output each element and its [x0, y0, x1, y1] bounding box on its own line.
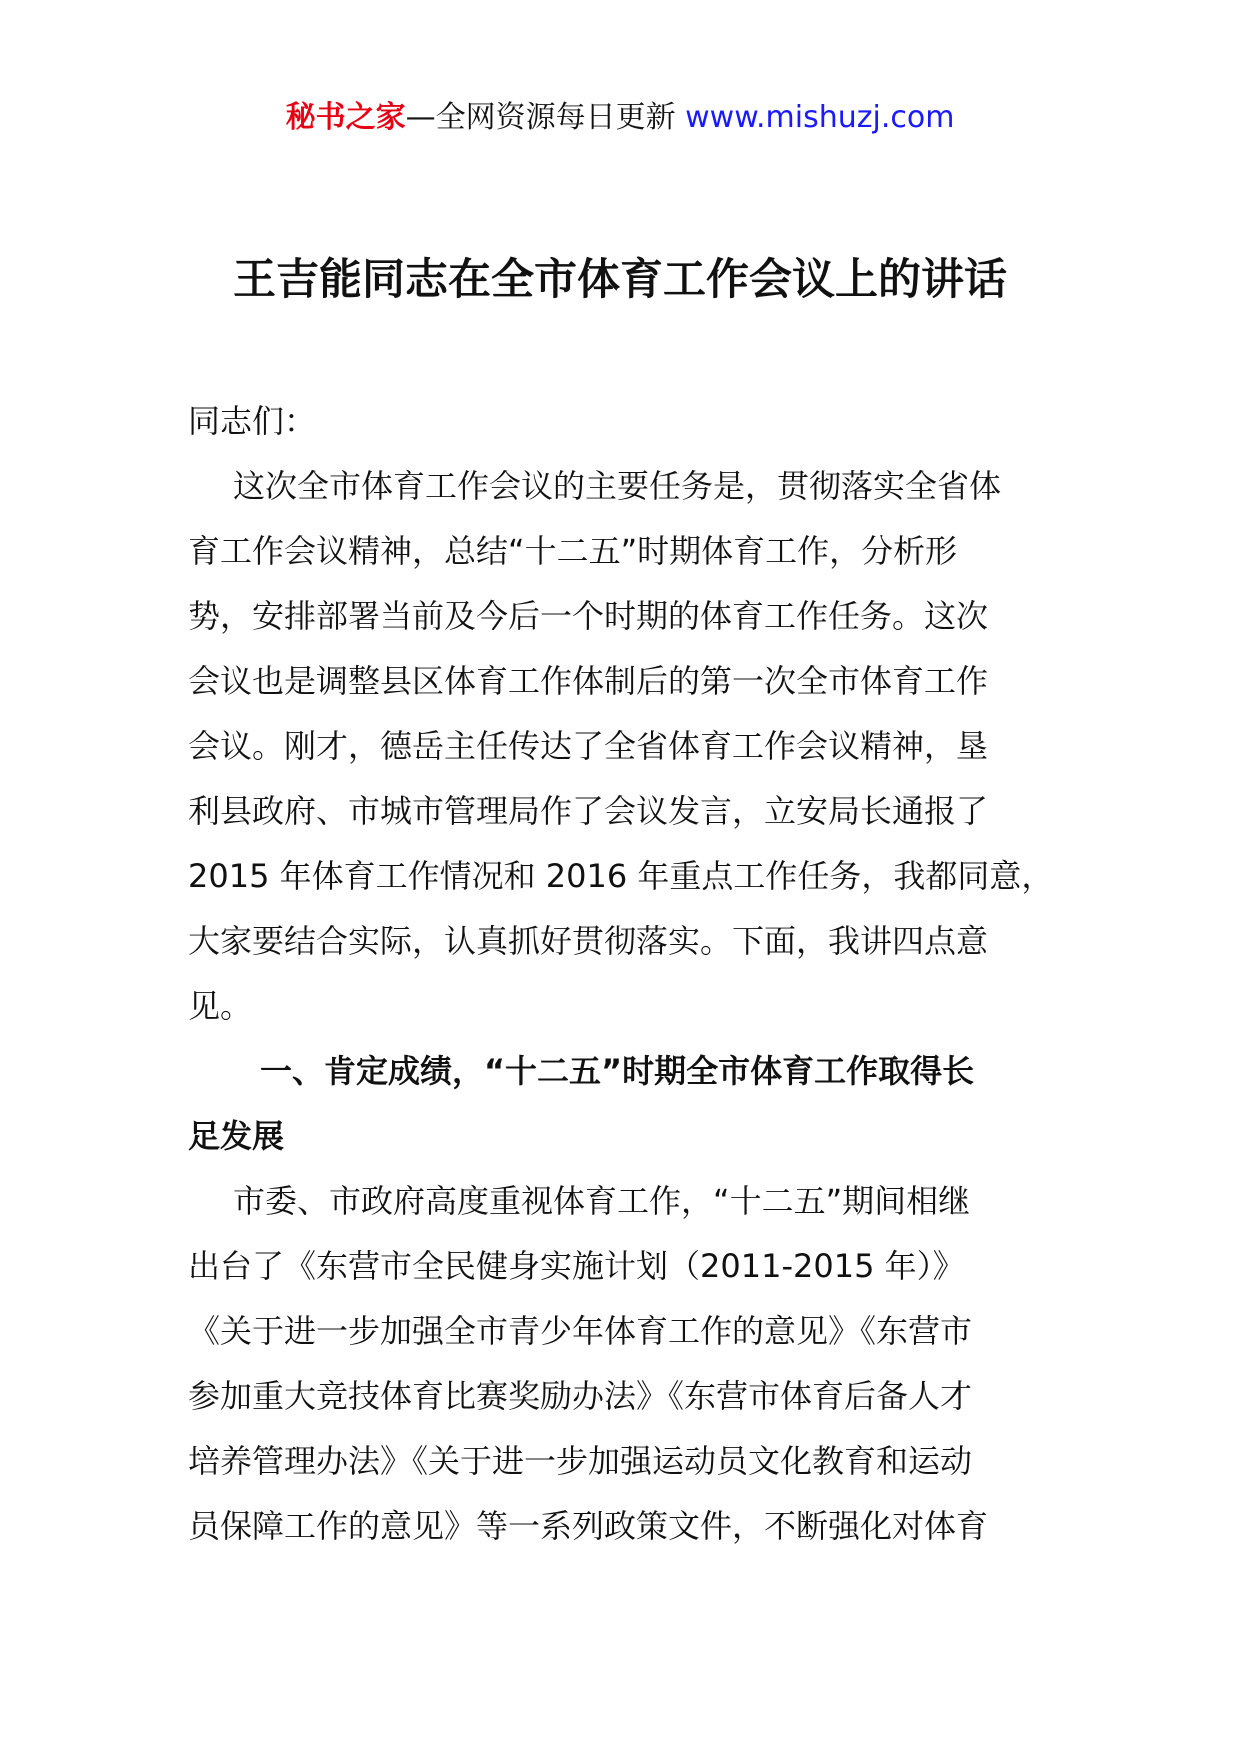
- site-brand: 秘书之家: [285, 100, 406, 135]
- text-line: 2015 年体育工作情况和 2016 年重点工作任务，我都同意，: [188, 857, 1054, 895]
- section-heading-1: [188, 1039, 1060, 1169]
- salutation: 同志们：: [188, 402, 317, 440]
- document-title: 王吉能同志在全市体育工作会议上的讲话: [233, 255, 1007, 305]
- text-line: 会议。刚才，德岳主任传达了全省体育工作会议精神，垦: [188, 727, 989, 765]
- site-header: [0, 98, 1240, 138]
- heading-line: 一、肯定成绩，“十二五”时期全市体育工作取得长: [260, 1052, 975, 1090]
- text-line: 参加重大竞技体育比赛奖励办法》《东营市体育后备人才: [188, 1377, 973, 1415]
- text-line: 员保障工作的意见》等一系列政策文件，不断强化对体育: [188, 1507, 989, 1545]
- text-line: 市委、市政府高度重视体育工作，“十二五”期间相继: [233, 1182, 971, 1220]
- text-line: 这次全市体育工作会议的主要任务是，贯彻落实全省体: [233, 467, 1002, 505]
- paragraph-section-1: [188, 1169, 1060, 1559]
- text-line: 出台了《东营市全民健身实施计划（2011-2015 年）》: [188, 1247, 965, 1285]
- text-line: 育工作会议精神，总结“十二五”时期体育工作，分析形: [188, 532, 958, 570]
- document-body: [188, 389, 1060, 1559]
- site-slogan: —全网资源每日更新: [405, 100, 676, 135]
- text-line: 势，安排部署当前及今后一个时期的体育工作任务。这次: [188, 597, 989, 635]
- text-line: 《关于进一步加强全市青少年体育工作的意见》《东营市: [188, 1312, 973, 1350]
- text-line: 培养管理办法》《关于进一步加强运动员文化教育和运动: [188, 1442, 973, 1480]
- text-line: 利县政府、市城市管理局作了会议发言，立安局长通报了: [188, 792, 989, 830]
- text-line: 见。: [188, 987, 253, 1025]
- text-line: 会议也是调整县区体育工作体制后的第一次全市体育工作: [188, 662, 989, 700]
- site-url-link[interactable]: www.mishuzj.com: [685, 100, 955, 135]
- text-line: 大家要结合实际，认真抓好贯彻落实。下面，我讲四点意: [188, 922, 989, 960]
- heading-line: 足发展: [188, 1117, 285, 1155]
- paragraph-intro: [188, 454, 1060, 1039]
